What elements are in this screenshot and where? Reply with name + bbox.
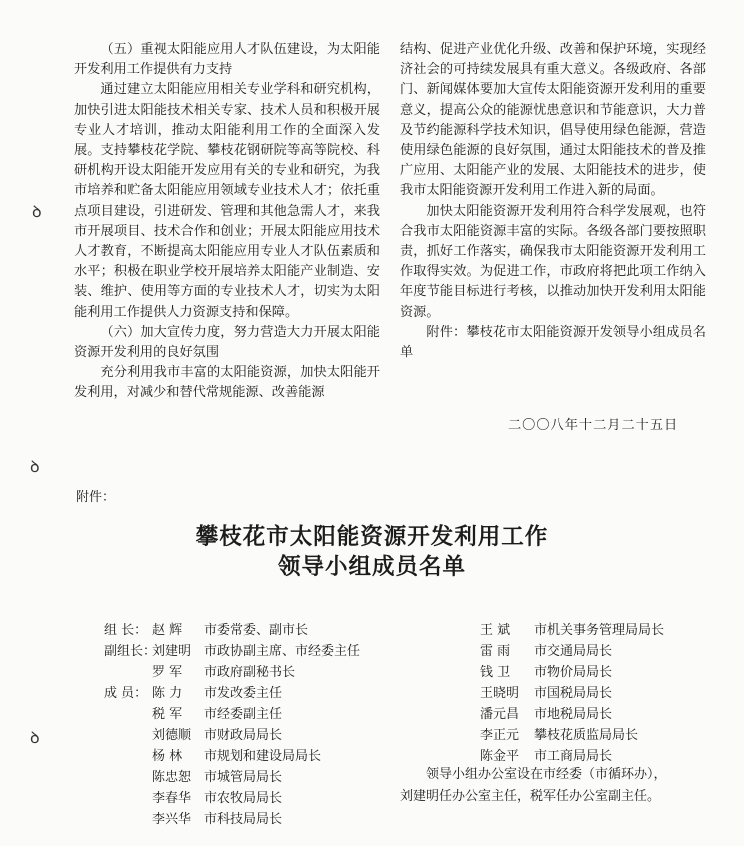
member-row — [104, 790, 282, 808]
member-title: 市国税局局长 — [534, 686, 613, 701]
attachment-label: 附件： — [76, 490, 116, 505]
member-row — [104, 706, 282, 724]
binding-hole-mark: ꝺ — [32, 202, 42, 221]
member-row — [104, 811, 282, 829]
member-title: 市经委副主任 — [204, 707, 283, 722]
member-name: 钱 卫 — [480, 665, 511, 680]
member-title: 市政府副秘书长 — [204, 665, 296, 680]
member-title: 市发改委主任 — [204, 686, 283, 701]
member-row — [104, 769, 282, 787]
binding-hole-mark: ꝺ — [30, 457, 40, 476]
member-title: 市委常委、副市长 — [204, 623, 309, 638]
right-text-column — [400, 40, 706, 363]
binding-hole-mark: ꝺ — [30, 728, 40, 747]
member-row — [480, 622, 664, 640]
member-name: 税 军 — [152, 707, 183, 722]
member-name: 李正元 — [480, 728, 520, 743]
attachment-reference: 附件：攀枝花市太阳能资源开发领导小组成员名单 — [400, 324, 706, 361]
office-note-line2: 刘建明任办公室主任，税军任办公室副主任。 — [400, 789, 661, 804]
member-role: 成 员： — [104, 686, 148, 701]
member-row — [104, 748, 321, 766]
closing-paragraph: 加快太阳能资源开发利用符合科学发展观，也符合我市太阳能资源丰富的实际。各级各部门要按照职责，抓好工作落实，确保我市太阳能资源开发利用工作取得实效。为促进工作，市政府将把此项工作纳入年度节能目标进行考核，以推动加快开发利用太阳能资源。 — [400, 203, 706, 320]
member-name: 罗 军 — [152, 665, 183, 680]
member-title: 攀枝花质监局局长 — [534, 728, 639, 743]
member-title: 市财政局局长 — [204, 728, 283, 743]
document-date: 二〇〇八年十二月二十五日 — [508, 418, 679, 433]
member-role: 组 长： — [104, 623, 148, 638]
member-name: 刘德顺 — [152, 728, 192, 743]
member-name: 潘元昌 — [480, 707, 520, 722]
section-five-heading: （五）重视太阳能应用人才队伍建设，为太阳能开发利用工作提供有力支持 — [74, 42, 380, 78]
member-name: 刘建明 — [152, 644, 192, 659]
member-row — [104, 622, 308, 640]
member-name: 陈金平 — [480, 749, 520, 764]
member-row — [104, 727, 282, 745]
member-row — [480, 706, 612, 724]
member-name: 陈 力 — [152, 686, 183, 701]
member-role: 副组长： — [104, 644, 157, 659]
member-title: 市交通局局长 — [534, 644, 613, 659]
member-row — [480, 727, 638, 745]
office-note-line1: 领导小组办公室设在市经委（市循环办）， — [426, 767, 667, 782]
section-six-body-cont: 结构、促进产业优化升级、改善和保护环境，实现经济社会的可持续发展具有重大意义。各级政府、各部门、新闻媒体要加大宣传太阳能资源开发利用的重要意义，提高公众的能源忧患意识和节能意识，大力普及节约能源科学技术知识，倡导使用绿色能源，营造使用绿色能源的良好氛围，通过太阳能技术的普及推广应用、太阳能产业的发展、太阳能技术的进步，使我市太阳能资源开发利用工作进入新的局面。 — [400, 42, 706, 199]
member-row — [480, 664, 612, 682]
attachment-title-line2: 领导小组成员名单 — [277, 554, 466, 580]
member-title: 市城管局局长 — [204, 770, 283, 785]
member-name: 王 斌 — [480, 623, 511, 638]
section-five-body: 通过建立太阳能应用相关专业学科和研究机构，加快引进太阳能技术相关专家、技术人员和积极开展专业人才培训，推动太阳能利用工作的全面深入发展。支持攀枝花学院、攀枝花钢研院等高等院校、科研机构开设太阳能开发应用有关的专业和研究，为我市培养和贮备太阳能应用领域专业技术人才；依托重点项目建设，引进研发、管理和其他急需人才，来我市开展项目、技术合作和创业；开展太阳能应用技术人才教育，不断提高太阳能应用专业人才队伍素质和水平；积极在职业学校开展培养太阳能产业制造、安装、维护、使用等方面的专业技术人才，切实为太阳能利用工作提供人力资源支持和保障。 — [74, 82, 380, 320]
member-name: 赵 辉 — [152, 623, 183, 638]
attachment-title-line1: 攀枝花市太阳能资源开发利用工作 — [195, 524, 549, 550]
member-row — [104, 643, 360, 661]
left-text-column — [74, 40, 380, 404]
member-name: 李春华 — [152, 791, 192, 806]
section-six-body-start: 充分利用我市丰富的太阳能资源，加快太阳能开发利用，对减少和替代常规能源、改善能源 — [74, 365, 380, 401]
member-row — [104, 685, 282, 703]
member-name: 王晓明 — [480, 686, 520, 701]
member-row — [480, 643, 612, 661]
member-title: 市地税局局长 — [534, 707, 613, 722]
member-title: 市农牧局局长 — [204, 791, 283, 806]
member-row — [104, 664, 295, 682]
member-title: 市机关事务管理局局长 — [534, 623, 665, 638]
member-name: 杨 林 — [152, 749, 183, 764]
member-name: 陈忠恕 — [152, 770, 192, 785]
member-title: 市规划和建设局局长 — [204, 749, 322, 764]
member-title: 市工商局局长 — [534, 749, 613, 764]
section-six-heading: （六）加大宣传力度，努力营造大力开展太阳能资源开发利用的良好氛围 — [74, 324, 380, 361]
office-note — [400, 764, 710, 808]
member-title: 市物价局局长 — [534, 665, 613, 680]
member-name: 雷 雨 — [480, 644, 511, 659]
member-title: 市政协副主席、市经委主任 — [204, 644, 361, 659]
member-row — [480, 685, 612, 703]
member-title: 市科技局局长 — [204, 812, 283, 827]
member-name: 李兴华 — [152, 812, 192, 827]
